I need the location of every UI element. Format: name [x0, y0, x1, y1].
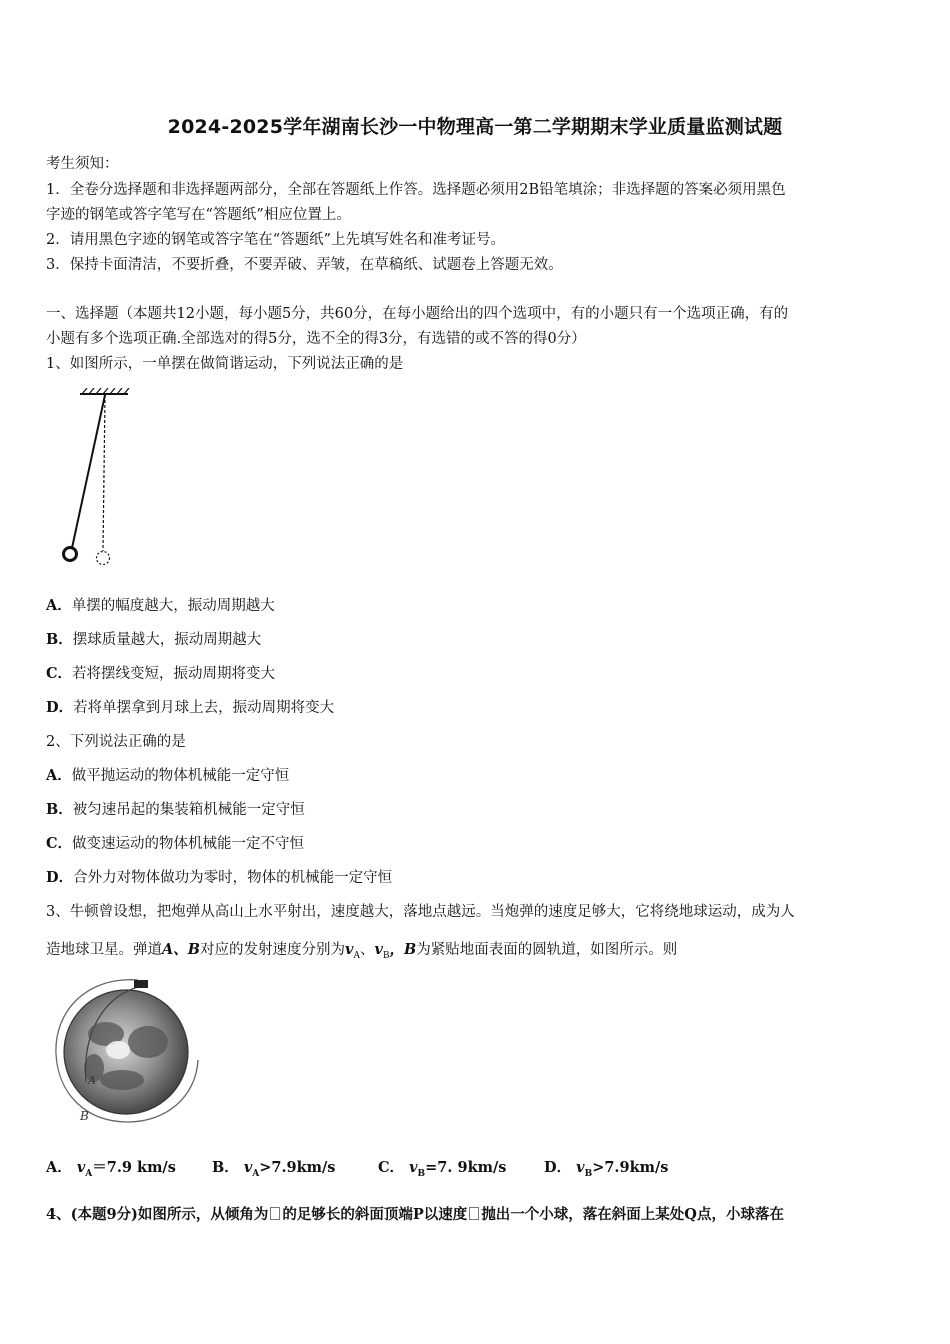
q2-option-c[interactable]: C．做变速运动的物体机械能一定不守恒: [46, 835, 305, 852]
missing-glyph-icon: [270, 1207, 280, 1220]
notice-item-1: 1．全卷分选择题和非选择题两部分，全部在答题纸上作答。选择题必须用2B铅笔填涂；非选择题的答案必须用黑色: [46, 182, 786, 198]
section-heading-line-2: 小题有多个选项正确.全部选对的得5分，选不全的得3分，有选错的或不答的得0分）: [46, 331, 586, 347]
q2-option-d[interactable]: D．合外力对物体做功为零时，物体的机械能一定守恒: [46, 869, 393, 886]
q1-option-a[interactable]: A．单摆的幅度越大，振动周期越大: [46, 597, 275, 614]
q3-options: [46, 1156, 906, 1179]
q3-option-a[interactable]: A． $v_A=7.9$ km/s: [46, 1159, 176, 1179]
question-4-stem: 4、(本题9分)如图所示，从倾角为 的足够长的斜面顶端P以速度 抛出一个小球，落在斜面上某处Q点，小球落在: [46, 1206, 784, 1223]
missing-glyph-icon: [469, 1207, 479, 1220]
page-title: 2024-2025学年湖南长沙一中物理高一第二学期期末学业质量监测试题: [167, 116, 783, 138]
trajectory-label-a: A: [88, 1074, 96, 1087]
q1-option-b[interactable]: B．摆球质量越大，振动周期越大: [46, 631, 262, 648]
q2-option-a[interactable]: A．做平抛运动的物体机械能一定守恒: [46, 767, 290, 784]
question-2-stem: 2、下列说法正确的是: [46, 734, 186, 750]
notice-item-3: 3．保持卡面清洁，不要折叠，不要弄破、弄皱，在草稿纸、试题卷上答题无效。: [46, 257, 563, 273]
mountain-cannon: [134, 980, 148, 988]
notice-heading: 考生须知：: [46, 156, 119, 172]
notice-item-1-cont: 字迹的钢笔或答字笔写在“答题纸”相应位置上。: [46, 207, 351, 223]
question-1-stem: 1、如图所示，一单摆在做简谐运动，下列说法正确的是: [46, 356, 404, 372]
question-3-stem-line-2: 造地球卫星。弹道A、B对应的发射速度分别为$v_A$、$v_B$，B为紧贴地面表面的圆轨道，如图所示。则: [46, 941, 678, 961]
q1-option-d[interactable]: D．若将单摆拿到月球上去，振动周期将变大: [46, 699, 335, 716]
pendulum-figure: [58, 388, 138, 573]
q3-option-b[interactable]: B． $v_A>7.9km/s$: [212, 1159, 336, 1179]
pendulum-string: [72, 395, 105, 548]
pendulum-equilibrium-line: [103, 395, 105, 551]
pendulum-bob: [64, 548, 77, 561]
q3-option-c[interactable]: C． $v_B=7$. 9km/s: [378, 1159, 507, 1179]
pendulum-equilibrium-bob: [97, 552, 110, 565]
q3-option-d[interactable]: D． $v_B>7.9km/s$: [544, 1159, 669, 1179]
question-3-stem-line-1: 3、牛顿曾设想，把炮弹从高山上水平射出，速度越大，落地点越远。当炮弹的速度足够大，它将绕地球运动，成为人: [46, 904, 795, 920]
notice-item-2: 2．请用黑色字迹的钢笔或答字笔在“答题纸”上先填写姓名和准考证号。: [46, 232, 506, 248]
earth-orbit-figure: [46, 972, 206, 1132]
q1-option-c[interactable]: C．若将摆线变短，振动周期将变大: [46, 665, 276, 682]
trajectory-label-b: B: [80, 1109, 89, 1123]
q2-option-b[interactable]: B．被匀速吊起的集装箱机械能一定守恒: [46, 801, 305, 818]
section-heading-line-1: 一、选择题（本题共12小题，每小题5分，共60分，在每小题给出的四个选项中，有的小题只有一个选项正确，有的: [46, 306, 789, 322]
